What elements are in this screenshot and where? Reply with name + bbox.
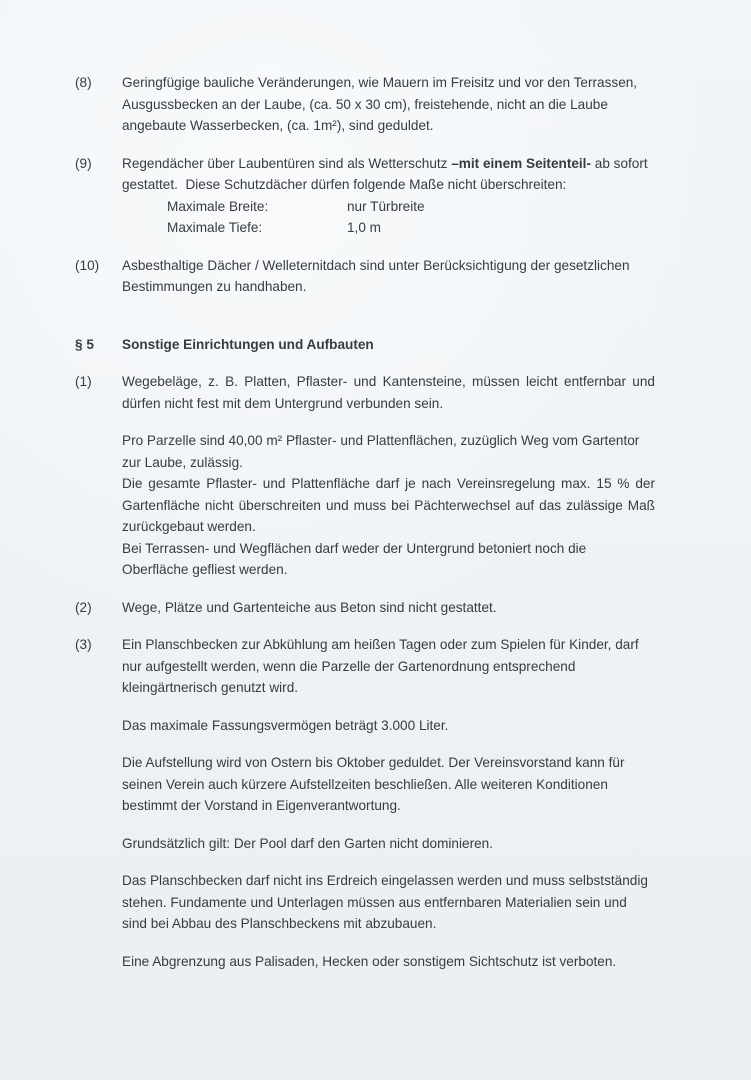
section5-clause-2 xyxy=(75,597,655,619)
clause-9 xyxy=(75,153,655,239)
clause-9-text xyxy=(122,153,655,196)
section5-clause-3 xyxy=(75,634,655,699)
pool-rule-block xyxy=(75,833,655,855)
pool-rule-body xyxy=(122,833,655,855)
section5-clause-3-body xyxy=(122,634,655,699)
paving-area-paragraph: Pro Parzelle sind 40,00 m² Pflaster- und Plattenflächen, zuzüglich Weg vom Gartentor zur Laube, zulässig. xyxy=(122,433,644,470)
clause-8 xyxy=(75,72,655,137)
pool-foundation-body xyxy=(122,870,655,935)
pool-rule-text: Grundsätzlich gilt: Der Pool darf den Garten nicht dominieren. xyxy=(122,835,493,851)
section5-clause-1-text: Wegebeläge, z. B. Platten, Pflaster- und Kantensteine, müssen leicht entfernbar und dürfen nicht fest mit dem Untergrund verbunden sein. xyxy=(122,374,659,411)
indent-spacer xyxy=(75,715,122,737)
pool-season-body xyxy=(122,752,655,817)
pool-foundation-block xyxy=(75,870,655,935)
paving-limit-paragraph: Die gesamte Pflaster- und Plattenfläche darf je nach Vereinsregelung max. 15 % der Gartenfläche nicht überschreiten und muss bei Pächterwechsel auf das zulässige Maß zurückgebaut werden. xyxy=(122,476,659,534)
section-5-number: § 5 xyxy=(75,336,94,352)
indent-spacer xyxy=(75,951,122,973)
clause-8-number: (8) xyxy=(75,75,92,90)
section5-clause-2-number: (2) xyxy=(75,599,92,615)
pool-screening-text: Eine Abgrenzung aus Palisaden, Hecken oder sonstigem Sichtschutz ist verboten. xyxy=(122,953,617,969)
indent-spacer xyxy=(75,870,122,935)
pool-season-block xyxy=(75,752,655,817)
spec-value: nur Türbreite xyxy=(347,198,425,214)
terrace-surface-paragraph: Bei Terrassen- und Wegflächen darf weder der Untergrund betoniert noch die Oberfläche gefliest werden. xyxy=(122,540,591,577)
spec-label: Maximale Tiefe: xyxy=(167,220,263,235)
clause-9-text-start: Regendächer über Laubentüren sind als Wetterschutz xyxy=(122,155,452,171)
clause-10 xyxy=(75,255,655,298)
clause-8-body xyxy=(122,72,655,137)
pool-screening-block xyxy=(75,951,655,973)
pool-foundation-text: Das Planschbecken darf nicht ins Erdreich eingelassen werden und muss selbstständig stehen. Fundamente und Unterlagen müssen aus entfernbaren Materialien sein und sind bei Abbau des Planschbeckens mit abzubauen. xyxy=(122,873,652,931)
pool-capacity-body xyxy=(122,715,655,737)
clause-10-text: Asbesthaltige Dächer / Welleternitdach sind unter Berücksichtigung der gesetzlichen Bestimmungen zu handhaben. xyxy=(122,257,634,294)
section5-clause-2-body xyxy=(122,597,655,619)
section5-clause-3-text: Ein Planschbecken zur Abkühlung am heißen Tagen oder zum Spielen für Kinder, darf nur aufgestellt werden, wenn die Parzelle der Gartenordnung entsprechend kleingärtnerisch genutzt wird. xyxy=(122,637,643,695)
pool-capacity-block xyxy=(75,715,655,737)
section5-clause-2-text: Wege, Plätze und Gartenteiche aus Beton sind nicht gestattet. xyxy=(122,599,497,615)
spec-row-max-width xyxy=(167,196,655,218)
indent-spacer xyxy=(75,833,122,855)
indent-spacer xyxy=(75,430,122,581)
section5-clause-1-continuation xyxy=(75,430,659,581)
roof-dimension-list xyxy=(167,196,655,239)
document-body xyxy=(75,72,659,988)
spec-label: Maximale Breite: xyxy=(167,198,269,214)
clause-9-body xyxy=(122,153,655,239)
clause-9-number: (9) xyxy=(75,155,92,171)
section5-clause-3-number: (3) xyxy=(75,637,92,652)
bold-emphasis: –mit einem Seitenteil- xyxy=(451,155,591,171)
section-5-title: Sonstige Einrichtungen und Aufbauten xyxy=(122,336,374,352)
clause-10-number: (10) xyxy=(75,257,100,273)
spec-row-max-depth xyxy=(167,217,655,239)
section5-clause-1-number: (1) xyxy=(75,374,92,389)
section-5-heading-body xyxy=(122,334,655,356)
clause-9-text-end: ab sofort gestattet. Diese Schutzdächer dürfen folgende Maße nicht überschreiten: xyxy=(122,155,652,192)
section5-clause-1 xyxy=(75,371,659,414)
indent-spacer xyxy=(75,752,122,817)
spec-value: 1,0 m xyxy=(347,220,381,235)
pool-capacity-text: Das maximale Fassungsvermögen beträgt 3.000 Liter. xyxy=(122,717,449,733)
clause-10-body xyxy=(122,255,655,298)
pool-season-text: Die Aufstellung wird von Ostern bis Oktober geduldet. Der Vereinsvorstand kann für seinen Verein auch kürzere Aufstellzeiten beschließen. Alle weiteren Konditionen bestimmt der Vorstand in Eigenverantwortung. xyxy=(122,755,629,813)
section-5-heading xyxy=(75,334,655,356)
section5-clause-1-continuation-body xyxy=(122,430,659,581)
section5-clause-1-body xyxy=(122,371,659,414)
clause-8-text: Geringfügige bauliche Veränderungen, wie Mauern im Freisitz und vor den Terrassen, Ausgussbecken an der Laube, (ca. 50 x 30 cm), freistehende, nicht an die Laube angebaute Wasserbecken, (ca. 1m²), sind geduldet. xyxy=(122,75,641,133)
pool-screening-body xyxy=(122,951,655,973)
